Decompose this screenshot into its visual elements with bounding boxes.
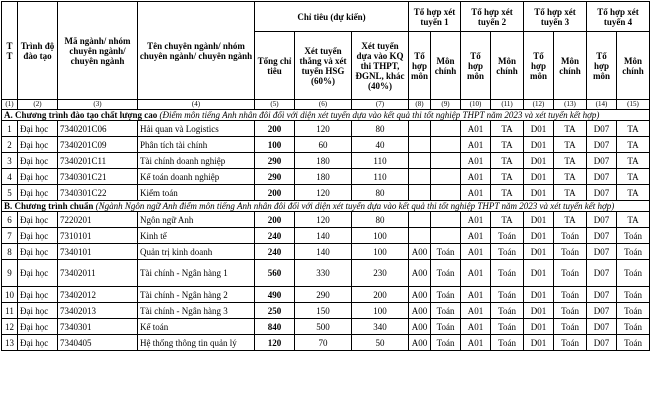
table-row [2, 153, 650, 169]
combo-2-subjects: A01 [461, 228, 491, 244]
major-name: Ngôn ngữ Anh [138, 212, 255, 228]
combo-1-subjects [409, 137, 431, 153]
combo-1-main [431, 169, 461, 185]
major-name: Kế toán doanh nghiệp [138, 169, 255, 185]
combo-1-main: Toán [431, 260, 461, 287]
total-quota: 200 [255, 121, 295, 137]
combo-1-subjects [409, 228, 431, 244]
combo-2-subjects: A01 [461, 303, 491, 319]
training-level: Đại học [18, 121, 58, 137]
column-number: (5) [255, 100, 295, 110]
combo-4-main: Toán [617, 319, 650, 335]
major-name: Tài chính - Ngân hàng 1 [138, 260, 255, 287]
combo-3-main: Toán [554, 319, 587, 335]
major-name: Tài chính doanh nghiệp [138, 153, 255, 169]
combo-4-subjects: D07 [587, 287, 617, 303]
row-number: 6 [2, 212, 18, 228]
table-row [2, 244, 650, 260]
major-code: 7340301C22 [58, 185, 138, 201]
combo-2-main: Toán [491, 319, 524, 335]
combo-2-main: TA [491, 137, 524, 153]
combo-4-main: TA [617, 212, 650, 228]
major-code: 7220201 [58, 212, 138, 228]
combo-3-main: TA [554, 169, 587, 185]
header-to-hop-4: Tổ hợp xét tuyển 4 [587, 2, 650, 32]
admission-table [1, 1, 650, 351]
combo-3-main: TA [554, 185, 587, 201]
training-level: Đại học [18, 185, 58, 201]
combo-1-main [431, 212, 461, 228]
quota-exam: 80 [352, 185, 409, 201]
table-header [2, 2, 650, 110]
section-b [2, 201, 650, 212]
table-row [2, 287, 650, 303]
combo-1-main [431, 153, 461, 169]
combo-3-main: TA [554, 153, 587, 169]
header-tong-chi-tieu: Tổng chỉ tiêu [255, 32, 295, 100]
combo-4-subjects: D07 [587, 153, 617, 169]
combo-3-main: Toán [554, 260, 587, 287]
column-number: (15) [617, 100, 650, 110]
column-number: (3) [58, 100, 138, 110]
combo-4-subjects: D07 [587, 244, 617, 260]
total-quota: 290 [255, 153, 295, 169]
row-number: 7 [2, 228, 18, 244]
column-number: (14) [587, 100, 617, 110]
quota-hsg: 140 [295, 244, 352, 260]
total-quota: 560 [255, 260, 295, 287]
table-row [2, 169, 650, 185]
combo-3-main: TA [554, 212, 587, 228]
section-heading [2, 110, 650, 121]
table-row [2, 260, 650, 287]
quota-hsg: 60 [295, 137, 352, 153]
column-number: (4) [138, 100, 255, 110]
column-number: (1) [2, 100, 18, 110]
quota-exam: 110 [352, 169, 409, 185]
combo-2-main: Toán [491, 244, 524, 260]
section-a [2, 110, 650, 121]
combo-2-main: TA [491, 153, 524, 169]
combo-4-subjects: D07 [587, 319, 617, 335]
major-code: 7340301C21 [58, 169, 138, 185]
combo-2-main: TA [491, 121, 524, 137]
combo-1-main: Toán [431, 303, 461, 319]
combo-1-main [431, 121, 461, 137]
combo-4-subjects: D07 [587, 335, 617, 351]
combo-4-main: Toán [617, 260, 650, 287]
combo-4-main: TA [617, 121, 650, 137]
major-code: 73402012 [58, 287, 138, 303]
column-number: (6) [295, 100, 352, 110]
combo-1-subjects: A00 [409, 303, 431, 319]
training-level: Đại học [18, 212, 58, 228]
quota-hsg: 120 [295, 212, 352, 228]
combo-2-subjects: A01 [461, 319, 491, 335]
major-name: Tài chính - Ngân hàng 3 [138, 303, 255, 319]
quota-hsg: 120 [295, 121, 352, 137]
combo-4-subjects: D07 [587, 121, 617, 137]
major-name: Quản trị kinh doanh [138, 244, 255, 260]
training-level: Đại học [18, 287, 58, 303]
quota-exam: 100 [352, 228, 409, 244]
combo-3-subjects: D01 [524, 169, 554, 185]
section-note: (Điểm môn tiếng Anh nhân đôi đối với diện xét tuyển dựa vào kết quả thi tốt nghiệp THPT năm 2023 và xét tuyển kết hợp) [159, 110, 600, 120]
combo-4-main: Toán [617, 287, 650, 303]
combo-3-subjects: D01 [524, 121, 554, 137]
combo-1-main: Toán [431, 319, 461, 335]
combo-2-subjects: A01 [461, 185, 491, 201]
combo-2-main: TA [491, 185, 524, 201]
quota-exam: 50 [352, 335, 409, 351]
combo-3-subjects: D01 [524, 185, 554, 201]
combo-2-main: Toán [491, 335, 524, 351]
header-to-hop-1: Tổ hợp xét tuyển 1 [409, 2, 461, 32]
combo-4-subjects: D07 [587, 303, 617, 319]
combo-4-main: Toán [617, 335, 650, 351]
combo-4-main: Toán [617, 303, 650, 319]
header-to-hop-2: Tổ hợp xét tuyển 2 [461, 2, 524, 32]
major-code: 73402013 [58, 303, 138, 319]
combo-1-subjects [409, 185, 431, 201]
header-to-hop-mon-2: Tổ hợp môn [461, 32, 491, 100]
combo-4-subjects: D07 [587, 169, 617, 185]
combo-3-subjects: D01 [524, 319, 554, 335]
column-number: (11) [491, 100, 524, 110]
combo-1-subjects [409, 169, 431, 185]
combo-4-main: Toán [617, 244, 650, 260]
row-number: 8 [2, 244, 18, 260]
header-ma-nganh: Mã ngành/ nhóm chuyên ngành/ chuyên ngành [58, 2, 138, 100]
combo-2-main: TA [491, 212, 524, 228]
quota-exam: 200 [352, 287, 409, 303]
column-number: (13) [554, 100, 587, 110]
section-title: A. Chương trình đào tạo chất lượng cao [4, 110, 158, 120]
combo-1-subjects: A00 [409, 260, 431, 287]
combo-3-subjects: D01 [524, 137, 554, 153]
quota-hsg: 500 [295, 319, 352, 335]
section-note: (Ngành Ngôn ngữ Anh điểm môn tiếng Anh nhân đôi đối với diện xét tuyển dựa vào kết quả thi tốt nghiệp THPT năm 2023 và xét tuyển kết hợp) [95, 201, 615, 211]
quota-exam: 110 [352, 153, 409, 169]
header-to-hop-mon-4: Tổ hợp môn [587, 32, 617, 100]
header-mon-chinh-1: Môn chính [431, 32, 461, 100]
header-mon-chinh-4: Môn chính [617, 32, 650, 100]
quota-exam: 80 [352, 121, 409, 137]
table-row [2, 228, 650, 244]
combo-1-subjects: A00 [409, 244, 431, 260]
combo-1-subjects [409, 121, 431, 137]
combo-1-main: Toán [431, 244, 461, 260]
quota-exam: 230 [352, 260, 409, 287]
header-ten-nganh: Tên chuyên ngành/ nhóm chuyên ngành/ chuyên ngành [138, 2, 255, 100]
combo-3-subjects: D01 [524, 244, 554, 260]
major-code: 7340201C09 [58, 137, 138, 153]
combo-4-subjects: D07 [587, 228, 617, 244]
quota-exam: 340 [352, 319, 409, 335]
quota-hsg: 290 [295, 287, 352, 303]
header-xet-hsg: Xét tuyển thẳng và xét tuyển HSG (60%) [295, 32, 352, 100]
total-quota: 250 [255, 303, 295, 319]
quota-hsg: 120 [295, 185, 352, 201]
column-number: (8) [409, 100, 431, 110]
combo-3-main: Toán [554, 244, 587, 260]
total-quota: 290 [255, 169, 295, 185]
column-number-row [2, 100, 650, 110]
combo-3-main: Toán [554, 228, 587, 244]
column-number: (7) [352, 100, 409, 110]
major-code: 7340101 [58, 244, 138, 260]
header-chi-tieu: Chỉ tiêu (dự kiến) [255, 2, 409, 32]
table-row [2, 185, 650, 201]
major-code: 7340201C06 [58, 121, 138, 137]
combo-3-main: Toán [554, 303, 587, 319]
header-tt: T T [2, 2, 18, 100]
total-quota: 200 [255, 212, 295, 228]
total-quota: 840 [255, 319, 295, 335]
major-code: 7340405 [58, 335, 138, 351]
header-to-hop-mon-3: Tổ hợp môn [524, 32, 554, 100]
total-quota: 240 [255, 244, 295, 260]
header-to-hop-mon-1: Tổ hợp môn [409, 32, 431, 100]
major-code: 7310101 [58, 228, 138, 244]
combo-4-main: TA [617, 153, 650, 169]
combo-4-main: TA [617, 169, 650, 185]
row-number: 5 [2, 185, 18, 201]
column-number: (12) [524, 100, 554, 110]
quota-hsg: 180 [295, 169, 352, 185]
combo-4-subjects: D07 [587, 212, 617, 228]
quota-exam: 100 [352, 303, 409, 319]
combo-4-subjects: D07 [587, 260, 617, 287]
major-code: 7340301 [58, 319, 138, 335]
table-row [2, 319, 650, 335]
training-level: Đại học [18, 303, 58, 319]
combo-1-main: Toán [431, 287, 461, 303]
quota-exam: 80 [352, 212, 409, 228]
combo-2-subjects: A01 [461, 260, 491, 287]
column-number: (2) [18, 100, 58, 110]
combo-2-subjects: A01 [461, 121, 491, 137]
combo-2-main: TA [491, 169, 524, 185]
combo-2-main: Toán [491, 287, 524, 303]
column-number: (10) [461, 100, 491, 110]
total-quota: 120 [255, 335, 295, 351]
combo-3-subjects: D01 [524, 212, 554, 228]
combo-1-subjects [409, 212, 431, 228]
training-level: Đại học [18, 228, 58, 244]
training-level: Đại học [18, 244, 58, 260]
header-mon-chinh-3: Môn chính [554, 32, 587, 100]
row-number: 1 [2, 121, 18, 137]
quota-exam: 40 [352, 137, 409, 153]
combo-3-subjects: D01 [524, 287, 554, 303]
row-number: 3 [2, 153, 18, 169]
major-name: Hệ thống thông tin quản lý [138, 335, 255, 351]
combo-1-subjects: A00 [409, 287, 431, 303]
quota-hsg: 330 [295, 260, 352, 287]
combo-3-main: Toán [554, 287, 587, 303]
row-number: 2 [2, 137, 18, 153]
combo-2-subjects: A01 [461, 169, 491, 185]
quota-hsg: 180 [295, 153, 352, 169]
training-level: Đại học [18, 260, 58, 287]
combo-1-subjects: A00 [409, 335, 431, 351]
total-quota: 200 [255, 185, 295, 201]
training-level: Đại học [18, 153, 58, 169]
combo-2-subjects: A01 [461, 287, 491, 303]
major-name: Kinh tế [138, 228, 255, 244]
combo-2-main: Toán [491, 260, 524, 287]
combo-2-subjects: A01 [461, 137, 491, 153]
combo-4-main: TA [617, 185, 650, 201]
table-row [2, 212, 650, 228]
combo-2-subjects: A01 [461, 153, 491, 169]
combo-1-main [431, 228, 461, 244]
combo-2-main: Toán [491, 228, 524, 244]
row-number: 11 [2, 303, 18, 319]
combo-2-subjects: A01 [461, 212, 491, 228]
total-quota: 240 [255, 228, 295, 244]
row-number: 4 [2, 169, 18, 185]
combo-3-subjects: D01 [524, 153, 554, 169]
combo-2-subjects: A01 [461, 244, 491, 260]
combo-3-main: Toán [554, 335, 587, 351]
combo-3-main: TA [554, 121, 587, 137]
combo-1-subjects: A00 [409, 319, 431, 335]
combo-4-subjects: D07 [587, 137, 617, 153]
section-title: B. Chương trình chuẩn [4, 201, 94, 211]
combo-3-subjects: D01 [524, 303, 554, 319]
table-row [2, 121, 650, 137]
row-number: 9 [2, 260, 18, 287]
major-name: Kế toán [138, 319, 255, 335]
quota-hsg: 150 [295, 303, 352, 319]
training-level: Đại học [18, 169, 58, 185]
header-xet-kq: Xét tuyển dựa vào KQ thi THPT, ĐGNL, khác (40%) [352, 32, 409, 100]
table-row [2, 303, 650, 319]
section-heading [2, 201, 650, 212]
combo-2-subjects: A01 [461, 335, 491, 351]
combo-3-main: TA [554, 137, 587, 153]
table-body [2, 110, 650, 351]
total-quota: 490 [255, 287, 295, 303]
header-mon-chinh-2: Môn chính [491, 32, 524, 100]
major-name: Kiểm toán [138, 185, 255, 201]
training-level: Đại học [18, 319, 58, 335]
total-quota: 100 [255, 137, 295, 153]
row-number: 13 [2, 335, 18, 351]
major-code: 7340201C11 [58, 153, 138, 169]
combo-1-main [431, 137, 461, 153]
combo-1-main [431, 185, 461, 201]
combo-1-main: Toán [431, 335, 461, 351]
table-row [2, 137, 650, 153]
combo-3-subjects: D01 [524, 228, 554, 244]
row-number: 12 [2, 319, 18, 335]
combo-4-subjects: D07 [587, 185, 617, 201]
combo-1-subjects [409, 153, 431, 169]
major-name: Tài chính - Ngân hàng 2 [138, 287, 255, 303]
major-code: 73402011 [58, 260, 138, 287]
table-row [2, 335, 650, 351]
quota-hsg: 70 [295, 335, 352, 351]
row-number: 10 [2, 287, 18, 303]
training-level: Đại học [18, 137, 58, 153]
combo-4-main: TA [617, 137, 650, 153]
header-trinh-do: Trình độ đào tạo [18, 2, 58, 100]
combo-4-main: Toán [617, 228, 650, 244]
major-name: Hải quan và Logistics [138, 121, 255, 137]
column-number: (9) [431, 100, 461, 110]
quota-exam: 100 [352, 244, 409, 260]
major-name: Phân tích tài chính [138, 137, 255, 153]
quota-hsg: 140 [295, 228, 352, 244]
header-to-hop-3: Tổ hợp xét tuyển 3 [524, 2, 587, 32]
training-level: Đại học [18, 335, 58, 351]
combo-2-main: Toán [491, 303, 524, 319]
combo-3-subjects: D01 [524, 260, 554, 287]
combo-3-subjects: D01 [524, 335, 554, 351]
